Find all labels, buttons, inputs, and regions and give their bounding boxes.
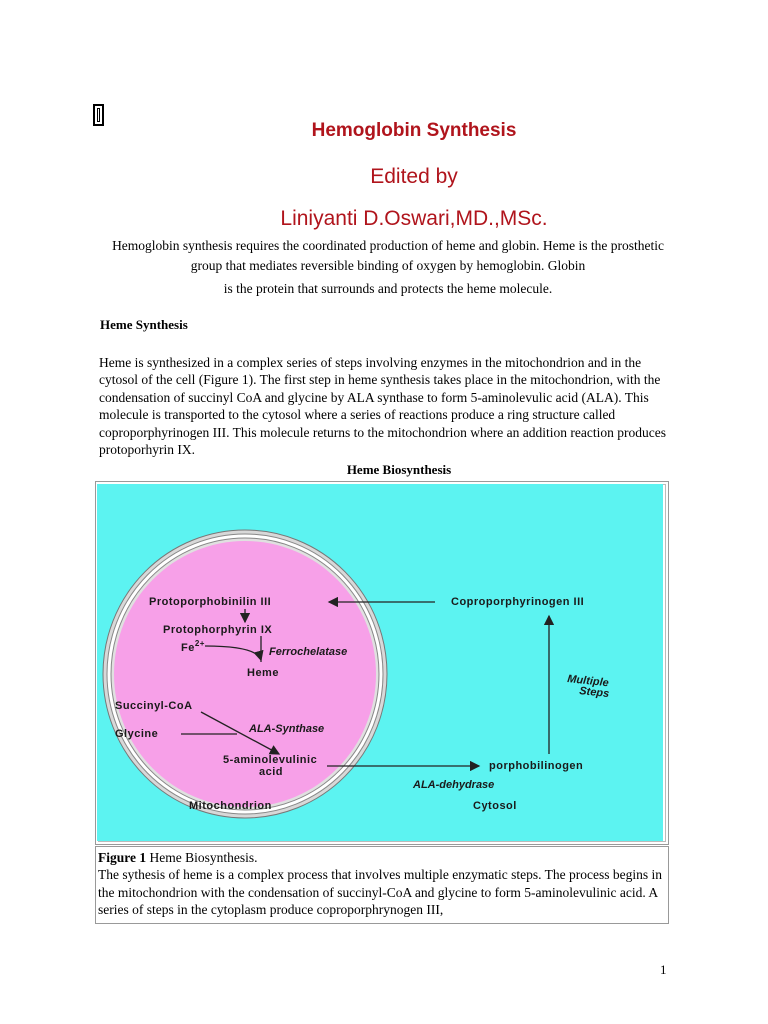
- page-title: Hemoglobin Synthesis: [311, 120, 517, 141]
- mitochondrion-body: [114, 541, 376, 807]
- label-coproporphyrinogen: Coproporphyrinogen III: [451, 596, 585, 608]
- edited-by-label: Edited by: [370, 165, 458, 188]
- heme-biosynthesis-diagram: [97, 484, 665, 841]
- label-acid: acid: [259, 766, 284, 778]
- figure-caption: [98, 849, 668, 919]
- intro-paragraph-end: is the protein that surrounds and protects the heme molecule.: [223, 281, 553, 296]
- caption-label: Figure 1: [98, 850, 147, 865]
- label-protoporphobinilin: Protoporphobinilin III: [149, 596, 272, 608]
- caption-text: The sythesis of heme is a complex process that involves multiple enzymatic steps. The process begins in the mitochondrion with the condensation of succinyl-CoA and glycine to form 5-aminolevulinic acid. A series of steps in the cytoplasm produce coproporphrynogen III,: [98, 867, 663, 918]
- label-ferrochelatase: Ferrochelatase: [269, 646, 348, 658]
- label-fe: $Fe^{2+}$: [181, 639, 205, 654]
- section-paragraph: Heme is synthesized in a complex series of steps involving enzymes in the mitochondrion and in the cytosol of the cell (Figure 1). The first step in heme synthesis takes place in the mitochondrion, with the condensation of succinyl CoA and glycine by ALA synthase to form 5-aminolevulic acid (ALA). This molecule is transported to the cytosol where a series of reactions produce a ring structure called coproporphyrinogen III. This molecule returns to the mitochondrion where an addition reaction produces protoporhyrin IX.: [99, 355, 666, 458]
- section-heading: Heme Synthesis: [100, 317, 188, 332]
- label-ala-dehydrase: ALA-dehydrase: [413, 779, 495, 791]
- figure-heading: Heme Biosynthesis: [346, 462, 452, 477]
- label-steps: Steps: [578, 685, 610, 701]
- label-protophorphyrin: Protophorphyrin IX: [163, 624, 273, 636]
- label-aminolevulinic: 5-aminolevulinic: [223, 754, 318, 766]
- caption-title: Heme Biosynthesis.: [146, 850, 258, 865]
- label-glycine: Glycine: [115, 728, 159, 740]
- label-ala-synthase: ALA-Synthase: [249, 723, 325, 735]
- label-cytosol: Cytosol: [473, 800, 517, 812]
- label-porphobilinogen: porphobilinogen: [489, 760, 584, 772]
- author-name: Liniyanti D.Oswari,MD.,MSc.: [280, 207, 548, 230]
- page-number: 1: [660, 962, 667, 977]
- label-multiple: Multiple: [566, 673, 610, 690]
- intro-paragraph: Hemoglobin synthesis requires the coordinated production of heme and globin. Heme is the prosthetic group that mediates reversible binding of oxygen by hemoglobin. Globin: [112, 238, 664, 273]
- label-heme: Heme: [247, 667, 279, 679]
- label-mitochondrion: Mitochondrion: [189, 800, 272, 812]
- label-succinyl-coa: Succinyl-CoA: [115, 700, 193, 712]
